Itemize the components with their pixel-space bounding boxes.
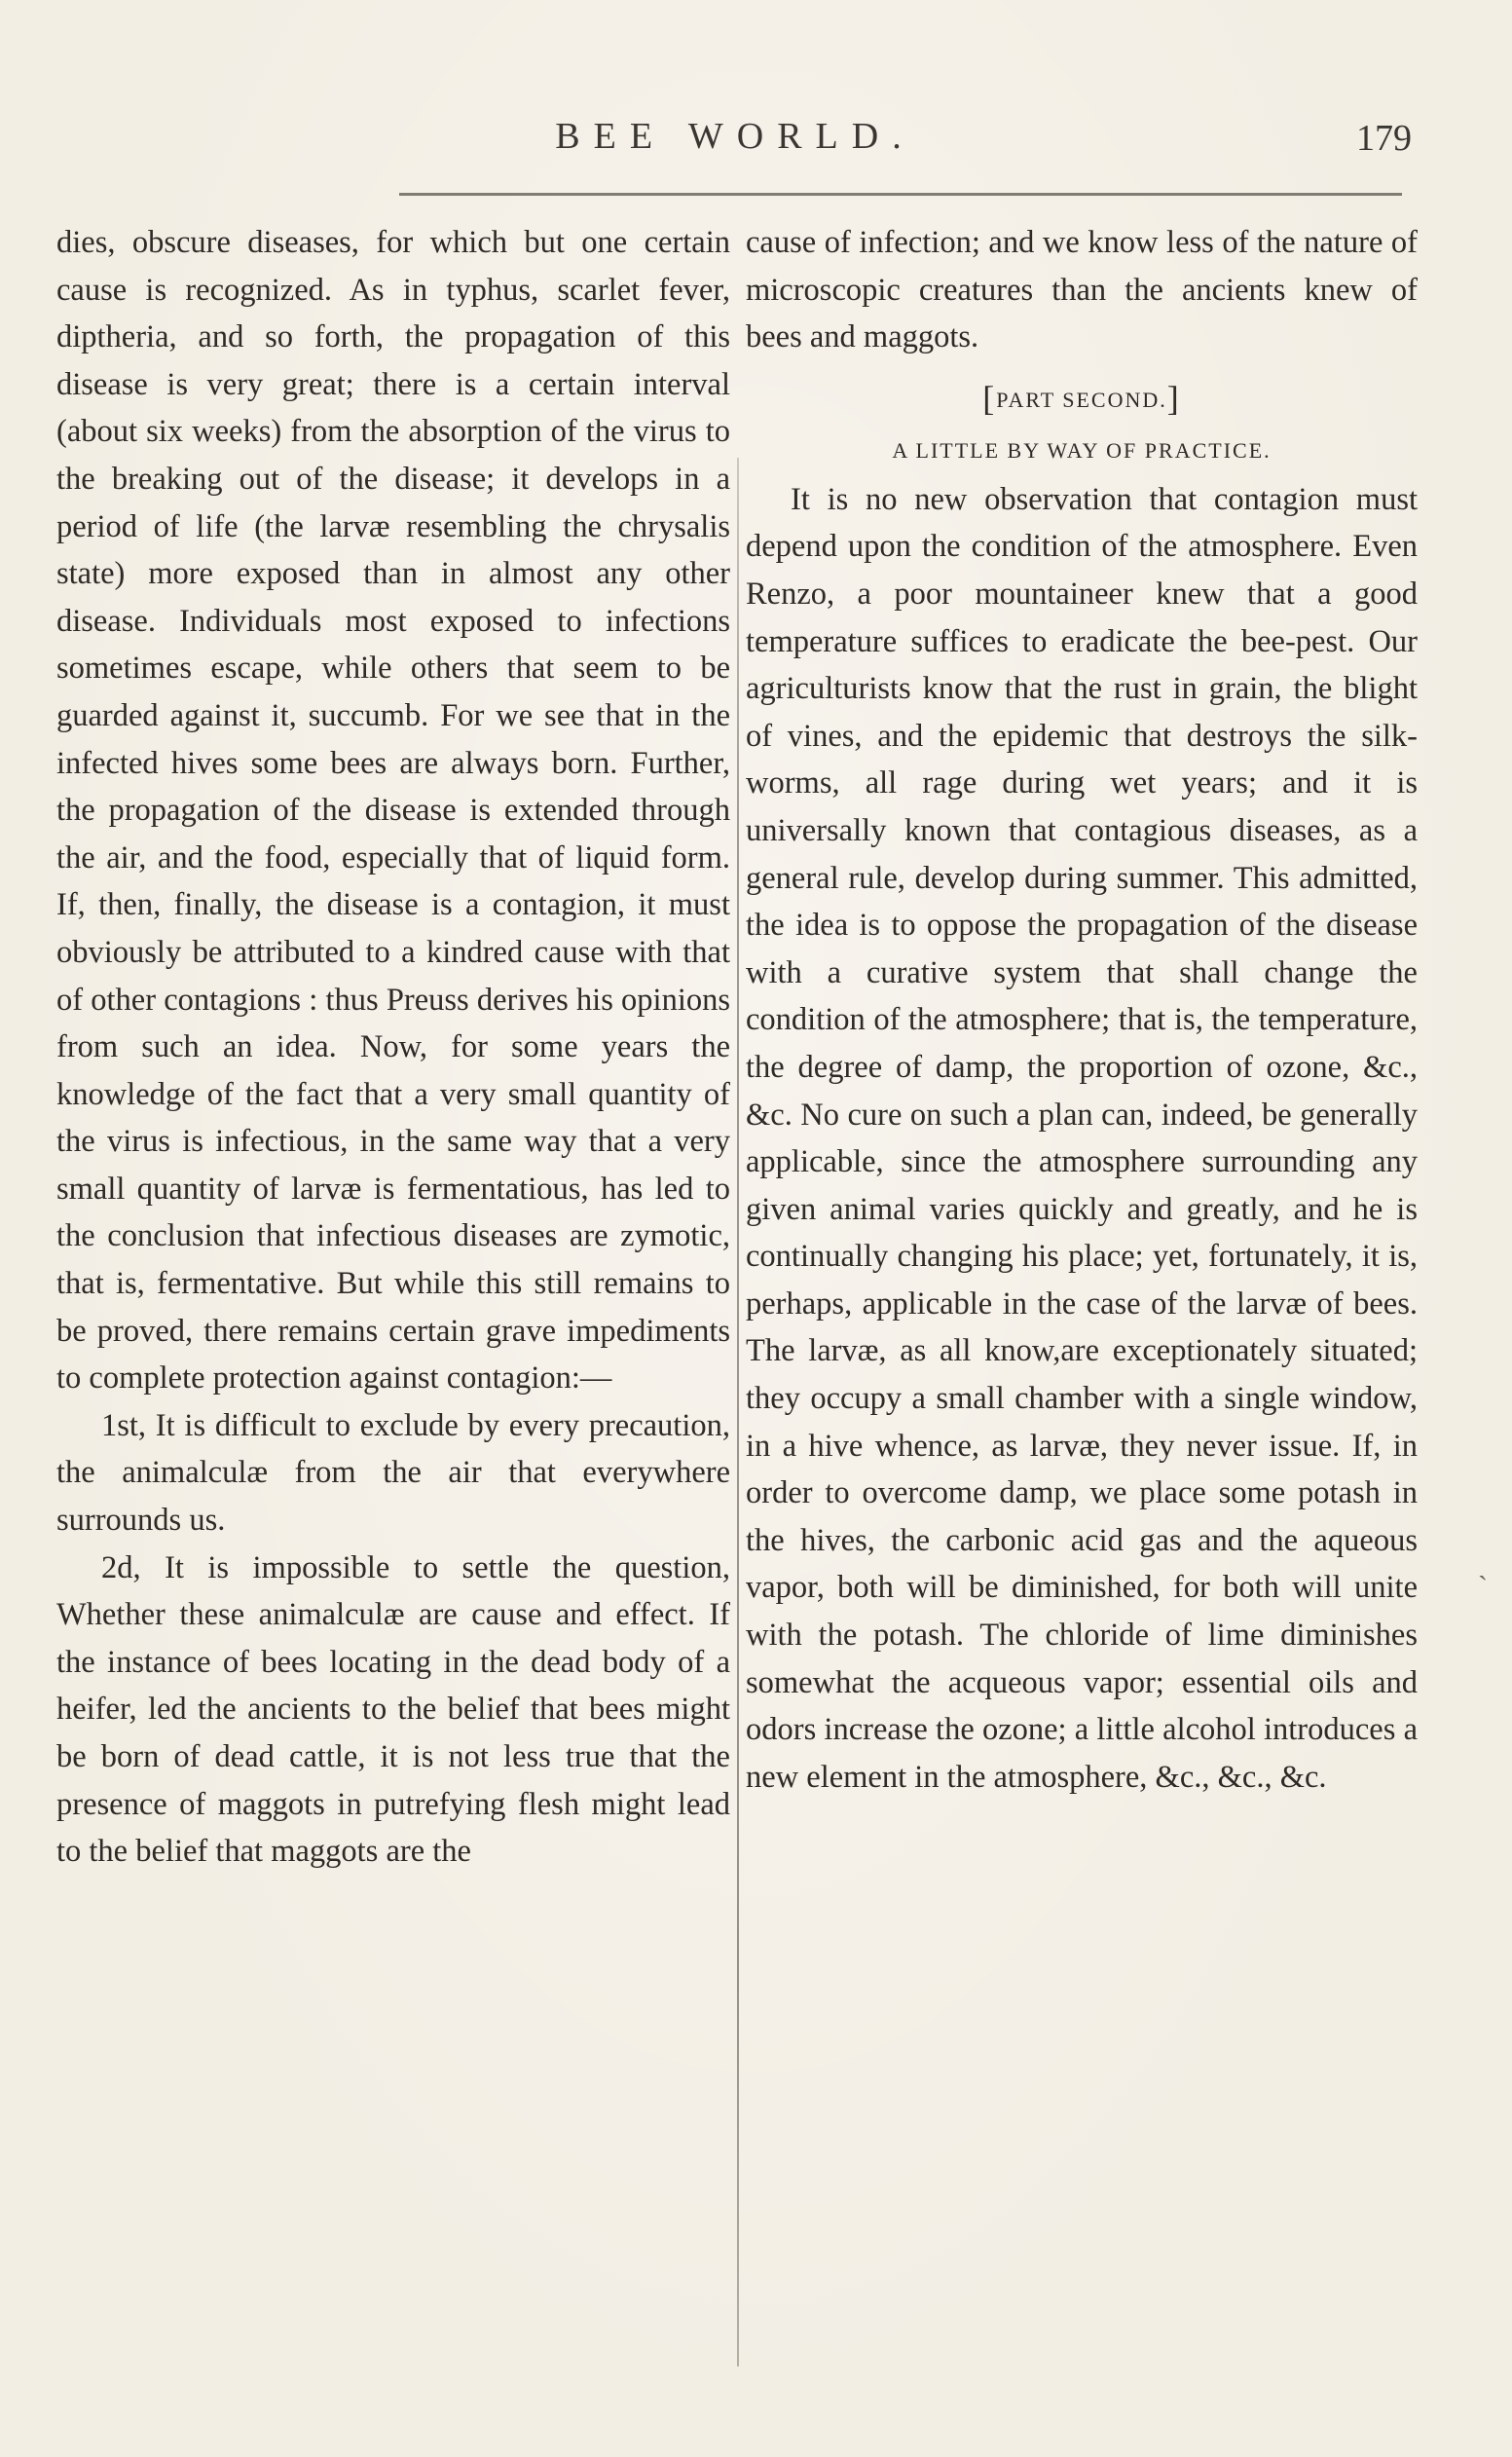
left-paragraph-1: dies, obscure diseases, for which but one certain cause is recognized. As in typhus, scarlet fever, diptheria, and so forth, the propagation of this disease is very great; there is a certain interval (about six weeks) from the absorption of the virus to the breaking out of the disease; it develops in a period of life (the larvæ resembling the chrysalis state) more exposed than in almost any other disease. Individuals most exposed to infections sometimes escape, while others that seem to be guarded against it, succumb. For we see that in the infected hives some bees are always born. Further, the propagation of the disease is extended through the air, and the food, especially that of liquid form. If, then, finally, the disease is a contagion, it must obviously be attributed to a kindred cause with that of other contagions : thus Preuss derives his opinions from such an idea. Now, for some years the knowledge of the fact that a very small quantity of the virus is infectious, in the same way that a very small quantity of larvæ is fermentatious, has led to the conclusion that infectious diseases are zymotic, that is, fermentative. But while this still remains to be proved, there remains certain grave impediments to complete protection against contagion:— [56, 225, 730, 1396]
part-heading-text: PART SECOND. [996, 387, 1167, 412]
running-title: BEE WORLD. [555, 116, 915, 157]
right-column [746, 219, 1418, 1801]
section-heading: A LITTLE BY WAY OF PRACTICE. [892, 437, 1272, 463]
right-paragraph-1: cause of infection; and we know less of the nature of microscopic creatures than the ancients knew of bees and maggots. [746, 225, 1418, 355]
page-number: 179 [1356, 118, 1412, 159]
left-column [56, 219, 730, 1876]
column-divider [737, 458, 739, 2366]
header-rule [399, 193, 1402, 196]
left-paragraph-2: 1st, It is difficult to exclude by every precaution, the animalculæ from the air that everywhere surrounds us. [56, 1407, 730, 1539]
part-heading-open-bracket: [ [982, 378, 997, 418]
left-paragraph-3: 2d, It is impossible to settle the question, Whether these animalculæ are cause and effect. If the instance of bees locating in the dead body of a heifer, led the ancients to the belief that bees might be born of dead cattle, it is not less true that the presence of maggots in putrefying flesh might lead to the belief that maggots are the [56, 1549, 730, 1870]
part-heading-close-bracket: ] [1166, 378, 1181, 418]
right-paragraph-2: It is no new observation that contagion must depend upon the condition of the atmosphere. Even Renzo, a poor mountaineer knew that a good temperature suffices to eradicate the bee-pest. Our agriculturists know that the rust in grain, the blight of vines, and the epidemic that destroys the silk-worms, all rage during wet years; and it is universally known that contagious diseases, as a general rule, develop during summer. This admitted, the idea is to oppose the propagation of the disease with a curative system that shall change the condition of the atmosphere; that is, the temperature, the degree of damp, the proportion of ozone, &c., &c. No cure on such a plan can, indeed, be generally applicable, since the atmosphere surrounding any given animal varies quickly and greatly, and he is continually changing his place; yet, fortunately, it is, perhaps, applicable in the case of the larvæ of bees. The larvæ, as all know,are exceptionately situated; they occupy a small chamber with a single window, in a hive whence, as larvæ, they never issue. If, in order to overcome damp, we place some potash in the hives, the carbonic acid gas and the aqueous vapor, both will be diminished, for both will unite with the potash. The chloride of lime diminishes somewhat the acqueous vapor; essential oils and odors increase the ozone; a little alcohol introduces a new element in the atmosphere, &c., &c., &c. [746, 481, 1418, 1795]
page-header [58, 115, 1412, 173]
part-heading [746, 375, 1418, 424]
margin-mark: ˎ [1478, 1548, 1488, 1581]
